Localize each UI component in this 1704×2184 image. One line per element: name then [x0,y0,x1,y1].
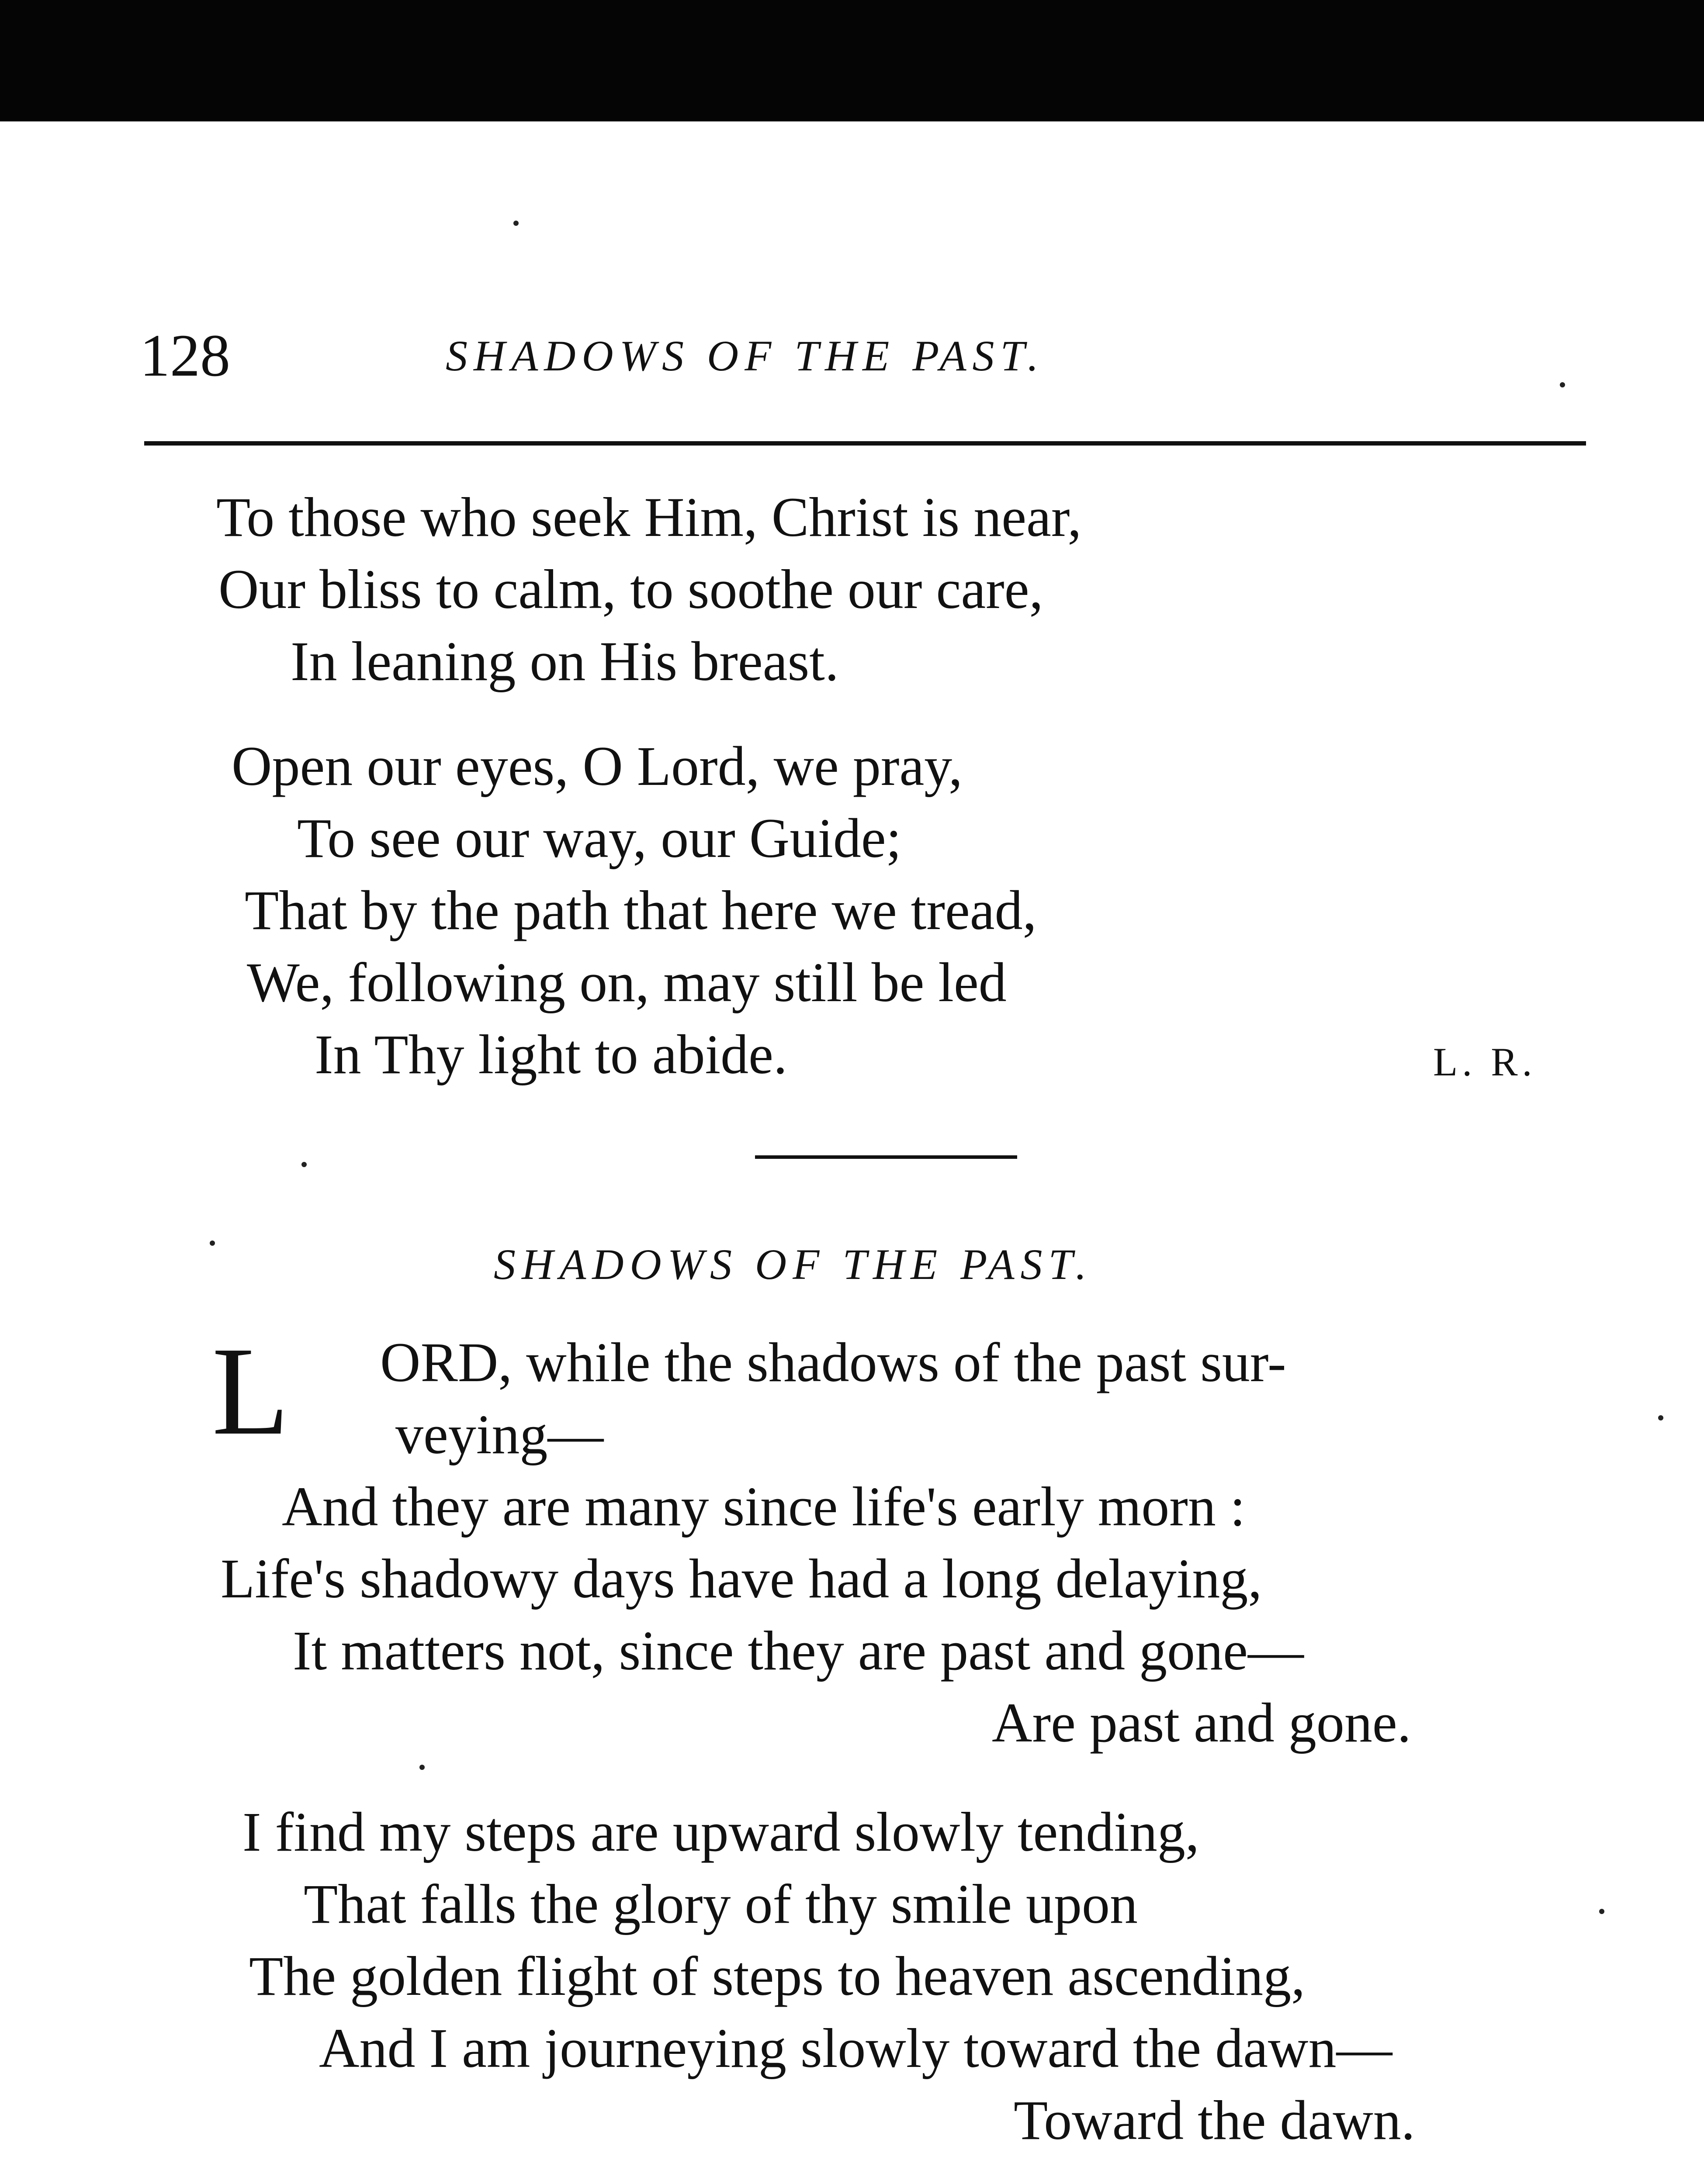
scan-speck [301,1162,307,1167]
header-rule [144,441,1586,446]
scan-speck [513,221,519,226]
poem-line: To those who seek Him, Christ is near, [216,486,1082,548]
drop-cap: L [212,1321,290,1461]
scan-speck [1658,1415,1663,1420]
poem-line: In leaning on His breast. [291,630,839,692]
poem-line: That by the path that here we tread, [245,879,1037,941]
section-divider [755,1155,1017,1159]
scan-speck [419,1765,425,1770]
poem-line: Toward the dawn. [1014,2089,1415,2151]
poem-line: We, following on, may still be led [247,951,1007,1013]
poem-line: Open our eyes, O Lord, we pray, [232,735,963,797]
poem-line: It matters not, since they are past and gone— [293,1620,1304,1682]
poem-line: To see our way, our Guide; [297,807,902,869]
poem-line: The golden flight of steps to heaven ascending, [249,1945,1306,2007]
poem-line: Are past and gone. [992,1692,1411,1754]
poem-line: In Thy light to abide. [315,1023,787,1085]
poem-line: Life's shadowy days have had a long delaying, [221,1548,1262,1610]
poem-line: That falls the glory of thy smile upon [304,1873,1138,1935]
page-number: 128 [140,322,230,389]
poem-line: ORD, while the shadows of the past sur- [380,1331,1286,1393]
section-title: SHADOWS OF THE PAST. [494,1240,1093,1289]
poem-attribution: L. R. [1433,1040,1537,1084]
scan-speck [210,1241,215,1246]
scan-top-band [0,0,1704,121]
poem-line: I find my steps are upward slowly tending, [242,1801,1199,1863]
running-title: SHADOWS OF THE PAST. [446,332,1045,380]
poem-line: And I am journeying slowly toward the dawn— [319,2017,1392,2079]
poem-line: And they are many since life's early morn : [282,1476,1246,1538]
scan-speck [1599,1909,1604,1914]
scan-speck [1560,382,1565,387]
poem-line: Our bliss to calm, to soothe our care, [218,558,1043,620]
poem-line: veying— [395,1403,604,1465]
